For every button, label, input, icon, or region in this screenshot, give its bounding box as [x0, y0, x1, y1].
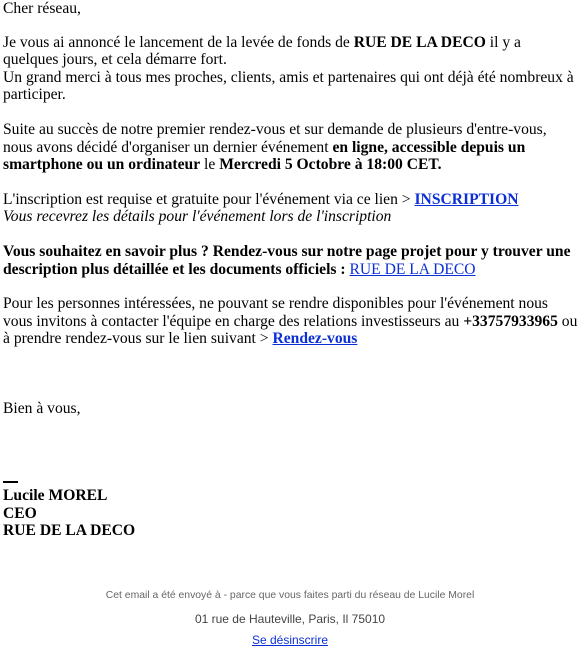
registration-paragraph	[3, 191, 578, 209]
greeting: Cher réseau,	[3, 0, 81, 17]
event-paragraph	[3, 121, 578, 174]
contact-text: Pour les personnes intéressées, ne pouvant se rendre disponibles pour l'événement nous vous invitons à contacter l'équipe en charge des relations investisseurs au	[3, 295, 548, 330]
intro-text-end: il y a quelques jours, et cela démarre fort.	[3, 33, 521, 69]
signature-role: CEO	[3, 504, 37, 522]
project-page-link[interactable]: RUE DE LA DECO	[349, 260, 476, 278]
registration-note: Vous recevrez les détails pour l'événement lors de l'inscription	[3, 208, 392, 226]
event-format: en ligne, accessible depuis un smartphone ou un ordinateur	[3, 138, 526, 174]
intro-text: Je vous ai annoncé le lancement de la levée de fonds de	[3, 33, 354, 51]
project-paragraph	[3, 243, 578, 278]
contact-paragraph	[3, 295, 578, 348]
phone-number: +33757933965	[463, 312, 558, 330]
intro-paragraph	[3, 34, 578, 69]
footer-unsubscribe	[0, 633, 580, 647]
event-text-mid: le	[200, 156, 220, 174]
closing: Bien à vous,	[3, 399, 81, 417]
unsubscribe-link[interactable]: Se désinscrire	[251, 633, 329, 647]
footer-sent-note: Cet email a été envoyé à - parce que vous faites parti du réseau de Lucile Morel	[105, 590, 475, 601]
company-name: RUE DE LA DECO	[353, 33, 486, 51]
thanks-paragraph: Un grand merci à tous mes proches, clients, amis et partenaires qui ont déjà été nombreux à participer.	[3, 68, 574, 104]
project-text: Vous souhaitez en savoir plus ? Rendez-vous sur notre page projet pour y trouver une description plus détaillée et les documents officiels :	[3, 242, 571, 278]
separator-line	[3, 479, 18, 483]
signature-name: Lucile MOREL	[3, 487, 108, 505]
signature-company: RUE DE LA DECO	[3, 522, 136, 540]
registration-text: L'inscription est requise et gratuite pour l'événement via ce lien >	[3, 190, 415, 208]
event-date: Mercredi 5 Octobre à 18:00 CET.	[219, 156, 442, 174]
inscription-link[interactable]: INSCRIPTION	[414, 190, 519, 208]
rendez-vous-link[interactable]: Rendez-vous	[272, 330, 358, 348]
contact-text-mid: ou à prendre rendez-vous sur le lien suivant >	[3, 312, 578, 348]
signature-separator	[3, 470, 578, 488]
footer-address: 01 rue de Hauteville, Paris, Il 75010	[194, 612, 386, 626]
event-text: Suite au succès de notre premier rendez-vous et sur demande de plusieurs d'entre-vous, nous avons décidé d'organiser un dernier événement	[3, 120, 547, 156]
